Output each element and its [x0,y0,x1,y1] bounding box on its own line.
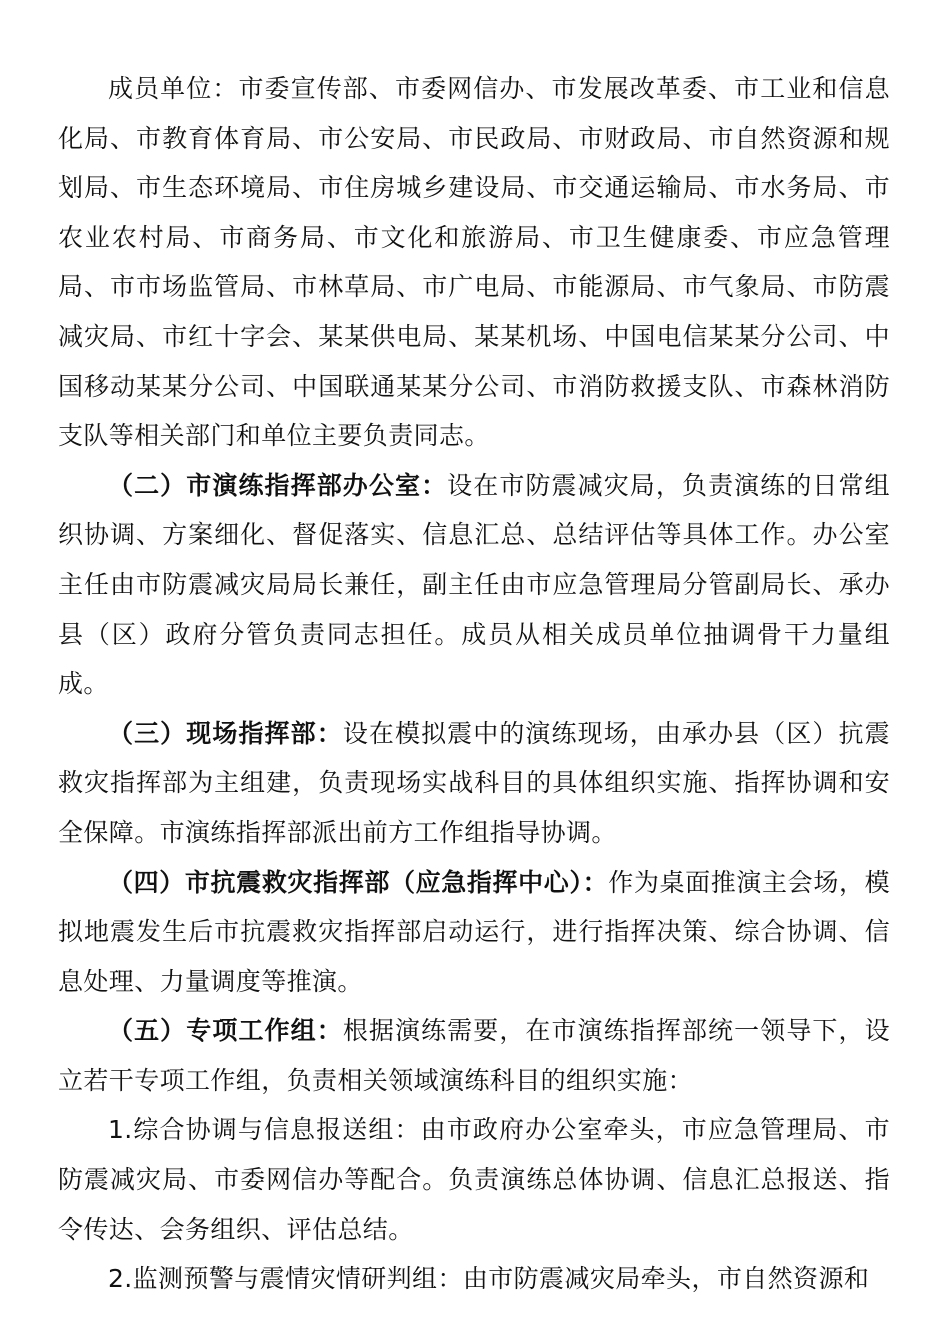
paragraph-text: 2.监测预警与震情灾情研判组：由市防震减灾局牵头，市自然资源和 [108,1264,870,1294]
paragraph-text: 设在市防震减灾局，负责演练的日常组织协调、方案细化、督促落实、信息汇总、总结评估等具体工作。办公室主任由市防震减灾局局长兼任，副主任由市应急管理局分管副局长、承办县（区）政府分管负责同志担任。成员从相关成员单位抽调骨干力量组成。 [58,470,890,699]
paragraph-field-command [58,709,890,858]
list-item-coordination-group [58,1105,890,1254]
section-heading: （五）专项工作组： [108,1016,343,1046]
section-heading: （三）现场指挥部： [108,718,343,748]
paragraph-drill-office [58,461,890,709]
list-item-monitoring-group [58,1254,890,1304]
paragraph-working-groups [58,1006,890,1105]
paragraph-text: 1.综合协调与信息报送组：由市政府办公室牵头，市应急管理局、市防震减灾局、市委网信办等配合。负责演练总体协调、信息汇总报送、指令传达、会务组织、评估总结。 [58,1115,890,1244]
paragraph-text: 根据演练需要，在市演练指挥部统一领导下，设立若干专项工作组，负责相关领域演练科目的组织实施： [58,1016,890,1095]
paragraph-text: 设在模拟震中的演练现场，由承办县（区）抗震救灾指挥部为主组建，负责现场实战科目的具体组织实施、指挥协调和安全保障。市演练指挥部派出前方工作组指导协调。 [58,718,890,847]
section-heading: （二）市演练指挥部办公室： [108,470,448,500]
paragraph-earthquake-command [58,858,890,1007]
paragraph-text: 作为桌面推演主会场，模拟地震发生后市抗震救灾指挥部启动运行，进行指挥决策、综合协调、信息处理、力量调度等推演。 [58,867,890,996]
section-heading: （四）市抗震救灾指挥部（应急指挥中心）： [108,867,609,897]
paragraph-text: 成员单位：市委宣传部、市委网信办、市发展改革委、市工业和信息化局、市教育体育局、市公安局、市民政局、市财政局、市自然资源和规划局、市生态环境局、市住房城乡建设局、市交通运输局、市水务局、市农业农村局、市商务局、市文化和旅游局、市卫生健康委、市应急管理局、市市场监管局、市林草局、市广电局、市能源局、市气象局、市防震减灾局、市红十字会、某某供电局、某某机场、中国电信某某分公司、中国移动某某分公司、中国联通某某分公司、市消防救援支队、市森林消防支队等相关部门和单位主要负责同志。 [58,74,890,451]
paragraph-member-units [58,64,890,461]
